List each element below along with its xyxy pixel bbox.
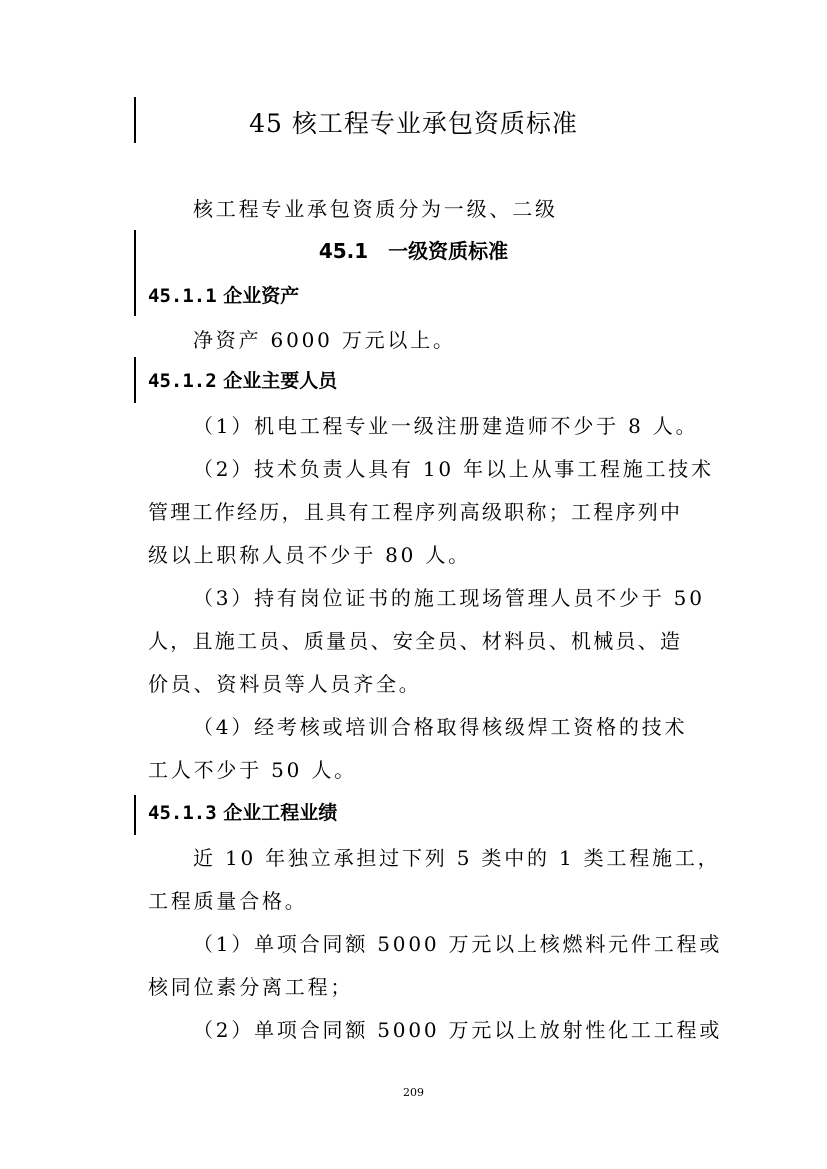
performance-item-2-line-1: （2）单项合同额 5000 万元以上放射性化工工程或 xyxy=(193,1018,723,1042)
subsection-title: 企业工程业绩 xyxy=(223,802,338,824)
subsection-number: 45.1.1 xyxy=(148,285,217,307)
page-title: 45 核工程专业承包资质标准 xyxy=(249,109,578,138)
performance-item-1-line-2: 核同位素分离工程； xyxy=(148,975,354,999)
margin-change-bar xyxy=(134,357,136,403)
personnel-item-3-line-3: 价员、资料员等人员齐全。 xyxy=(148,672,422,696)
page-number: 209 xyxy=(403,1086,424,1099)
subsection-heading-performance xyxy=(148,798,337,828)
personnel-item-1: （1）机电工程专业一级注册建造师不少于 8 人。 xyxy=(193,414,699,438)
personnel-item-4-line-2: 工人不少于 50 人。 xyxy=(148,758,357,782)
section-heading: 45.1 一级资质标准 xyxy=(318,239,509,263)
personnel-item-3-line-1: （3）持有岗位证书的施工现场管理人员不少于 50 xyxy=(193,586,705,610)
performance-paragraph-line-1: 近 10 年独立承担过下列 5 类中的 1 类工程施工， xyxy=(193,846,721,870)
personnel-item-2-line-2: 管理工作经历，且具有工程序列高级职称；工程序列中 xyxy=(148,500,680,524)
subsection-title: 企业主要人员 xyxy=(223,370,338,392)
personnel-item-4-line-1: （4）经考核或培训合格取得核级焊工资格的技术 xyxy=(193,715,688,739)
performance-item-1-line-1: （1）单项合同额 5000 万元以上核燃料元件工程或 xyxy=(193,932,723,956)
subsection-heading-personnel xyxy=(148,366,337,396)
subsection-number: 45.1.2 xyxy=(148,370,217,392)
assets-body: 净资产 6000 万元以上。 xyxy=(193,328,456,352)
personnel-item-3-line-2: 人，且施工员、质量员、安全员、材料员、机械员、造 xyxy=(148,629,680,653)
subsection-title: 企业资产 xyxy=(223,285,300,307)
performance-paragraph-line-2: 工程质量合格。 xyxy=(148,889,308,913)
intro-paragraph: 核工程专业承包资质分为一级、二级 xyxy=(193,197,558,221)
subsection-heading-assets xyxy=(148,281,299,311)
personnel-item-2-line-3: 级以上职称人员不少于 80 人。 xyxy=(148,543,471,567)
margin-change-bar xyxy=(134,795,136,835)
personnel-item-2-line-1: （2）技术负责人具有 10 年以上从事工程施工技术 xyxy=(193,457,714,481)
subsection-number: 45.1.3 xyxy=(148,802,217,824)
